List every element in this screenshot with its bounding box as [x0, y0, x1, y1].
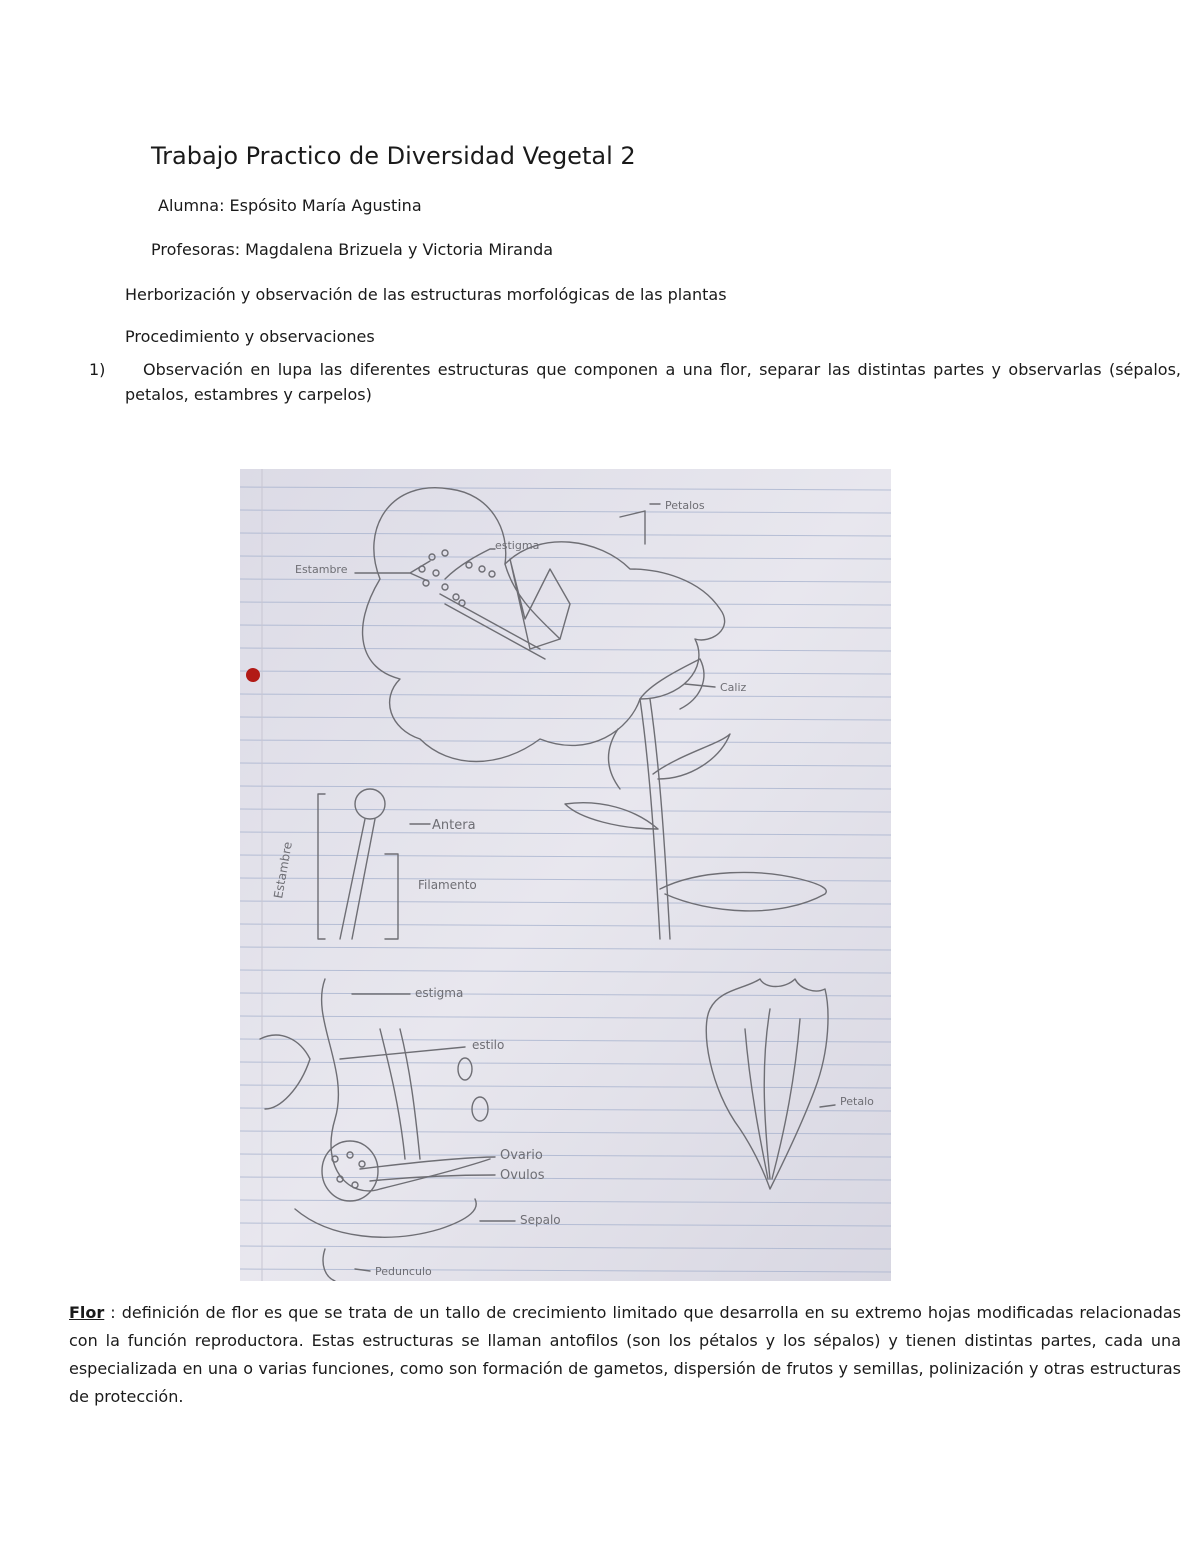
student-name: Alumna: Espósito María Agustina	[158, 196, 422, 215]
list-item-body: Observación en lupa las diferentes estructuras que componen a una flor, separar las distintas partes y observarlas (sépalos, petalos, estambres y carpelos)	[125, 360, 1181, 404]
label-ovulos: Ovulos	[500, 1168, 545, 1183]
label-antera: Antera	[432, 818, 476, 833]
teachers-names: Profesoras: Magdalena Brizuela y Victoria Miranda	[151, 240, 554, 259]
label-pedunculo: Pedunculo	[375, 1265, 432, 1278]
label-estilo: estilo	[472, 1038, 505, 1052]
label-filamento: Filamento	[418, 878, 477, 892]
label-petalo: Petalo	[840, 1095, 874, 1108]
label-estambre-side: Estambre	[271, 840, 295, 900]
label-estigma: estigma	[415, 986, 464, 1000]
document-title: Trabajo Practico de Diversidad Vegetal 2	[151, 142, 636, 170]
flower-sketch-image	[240, 469, 891, 1281]
flower-definition	[69, 1299, 1181, 1411]
flower-sketch-photo	[240, 469, 891, 1281]
label-caliz: Caliz	[720, 681, 747, 694]
list-item-number: 1)	[89, 360, 106, 379]
section-heading: Herborización y observación de las estructuras morfológicas de las plantas	[125, 285, 727, 304]
label-sepalo: Sepalo	[520, 1213, 561, 1227]
label-ovario: Ovario	[500, 1148, 543, 1163]
procedure-heading: Procedimiento y observaciones	[125, 327, 375, 346]
list-item-text	[125, 357, 1181, 407]
definition-term: Flor	[69, 1303, 105, 1322]
margin-dot	[246, 668, 260, 682]
definition-text: : definición de flor es que se trata de un tallo de crecimiento limitado que desarrolla en su extremo hojas modificadas relacionadas con la función reproductora. Estas estructuras se llaman antofilos (son los pétalos y los sépalos) y tienen distintas partes, cada una especializada en una o varias funciones, como son formación de gametos, dispersión de frutos y semillas, polinización y otras estructuras de protección.	[69, 1303, 1181, 1406]
label-petalos: Petalos	[665, 499, 705, 512]
label-estigma-top: estigma	[495, 539, 540, 552]
list-item-1	[89, 357, 1181, 407]
label-estambre-top: Estambre	[295, 563, 348, 576]
